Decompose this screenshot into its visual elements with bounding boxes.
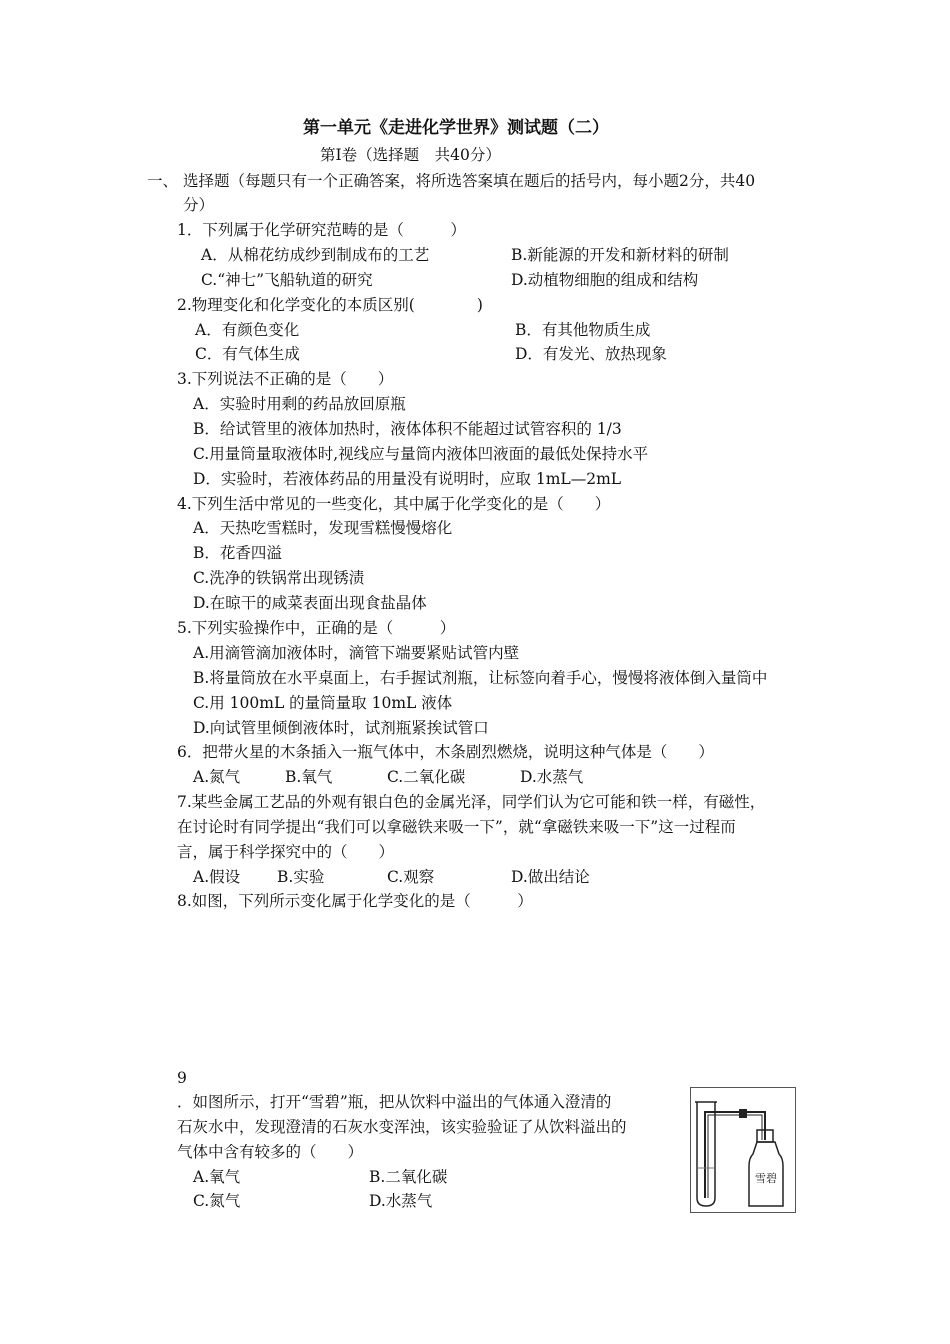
question-2-option-d: D．有发光、放热现象 [515, 345, 667, 363]
page-title: 第一单元《走进化学世界》测试题（二） [303, 118, 609, 138]
section-instruction: 选择题（每题只有一个正确答案，将所选答案填在题后的括号内，每小题2分，共40 [183, 172, 756, 190]
question-7-stem-line-3: 言，属于科学探究中的（ ） [177, 843, 395, 861]
question-5-stem: 5.下列实验操作中，正确的是（ ） [177, 619, 456, 637]
question-5-option-c: C.用 100mL 的量筒量取 10mL 液体 [193, 694, 453, 712]
question-1-option-a: A．从棉花纺成纱到制成布的工艺 [201, 246, 430, 264]
question-6-option-d: D.水蒸气 [520, 768, 584, 786]
question-5-option-b: B.将量筒放在水平桌面上，右手握试剂瓶，让标签向着手心，慢慢将液体倒入量筒中 [193, 669, 768, 687]
question-4-option-a: A．天热吃雪糕时，发现雪糕慢慢熔化 [193, 519, 453, 537]
question-7-option-c: C.观察 [387, 868, 435, 886]
question-4-stem: 4.下列生活中常见的一些变化，其中属于化学变化的是（ ） [177, 495, 611, 513]
question-7-stem-line-2: 在讨论时有同学提出“我们可以拿磁铁来吸一下”，就“拿磁铁来吸一下”这一过程而 [177, 818, 736, 836]
question-9-figure [690, 1087, 796, 1213]
question-6-option-c: C.二氧化碳 [387, 768, 466, 786]
section-number: 一、 [147, 172, 179, 190]
question-1-stem: 1．下列属于化学研究范畴的是（ ） [177, 221, 466, 239]
question-9-stem-line-3: 气体中含有较多的（ ） [177, 1143, 364, 1161]
question-6-option-a: A.氮气 [193, 768, 241, 786]
question-2-option-c: C．有气体生成 [195, 345, 300, 363]
question-5-option-a: A.用滴管滴加液体时，滴管下端要紧贴试管内壁 [193, 644, 520, 662]
question-1-option-b: B.新能源的开发和新材料的研制 [511, 246, 729, 264]
question-6-option-b: B.氧气 [285, 768, 333, 786]
question-9-option-a: A.氧气 [193, 1168, 241, 1186]
question-9-number: 9 [177, 1069, 187, 1087]
question-3-option-b: B．给试管里的液体加热时，液体体积不能超过试管容积的 1/3 [193, 420, 622, 438]
question-3-option-c: C.用量筒量取液体时,视线应与量筒内液体凹液面的最低处保持水平 [193, 445, 649, 463]
question-4-option-c: C.洗净的铁锅常出现锈渍 [193, 569, 365, 587]
rubber-tube-joint [739, 1109, 747, 1118]
apparatus-diagram [691, 1088, 795, 1212]
bottle-label: 雪碧 [755, 1172, 777, 1185]
question-9-stem-line-1: ．如图所示，打开“雪碧”瓶，把从饮料中溢出的气体通入澄清的 [177, 1093, 612, 1111]
question-2-option-a: A．有颜色变化 [195, 321, 300, 339]
question-8-stem: 8.如图，下列所示变化属于化学变化的是（ ） [177, 892, 533, 910]
question-9-stem-line-2: 石灰水中，发现澄清的石灰水变浑浊，该实验验证了从饮料溢出的 [177, 1118, 627, 1136]
question-3-stem: 3.下列说法不正确的是（ ） [177, 370, 394, 388]
section-instruction-cont: 分） [183, 196, 215, 214]
question-9-option-d: D.水蒸气 [369, 1192, 433, 1210]
question-4-option-d: D.在晾干的咸菜表面出现食盐晶体 [193, 594, 427, 612]
question-4-option-b: B．花香四溢 [193, 544, 282, 562]
question-2-stem: 2.物理变化和化学变化的本质区别( ) [177, 296, 483, 314]
question-9-option-c: C.氮气 [193, 1192, 241, 1210]
question-3-option-d: D．实验时，若液体药品的用量没有说明时，应取 1mL—2mL [193, 470, 622, 488]
question-9-option-b: B.二氧化碳 [369, 1168, 448, 1186]
question-1-option-d: D.动植物细胞的组成和结构 [511, 271, 699, 289]
question-1-option-c: C.“神七”飞船轨道的研究 [201, 271, 373, 289]
question-2-option-b: B．有其他物质生成 [515, 321, 651, 339]
question-7-option-a: A.假设 [193, 868, 241, 886]
question-7-option-d: D.做出结论 [511, 868, 590, 886]
question-5-option-d: D.向试管里倾倒液体时，试剂瓶紧挨试管口 [193, 719, 489, 737]
question-3-option-a: A．实验时用剩的药品放回原瓶 [193, 395, 406, 413]
question-7-option-b: B.实验 [277, 868, 325, 886]
page-subtitle: 第Ⅰ卷（选择题 共40分） [320, 146, 501, 164]
question-6-stem: 6．把带火星的木条插入一瓶气体中，木条剧烈燃烧，说明这种气体是（ ） [177, 743, 714, 761]
question-7-stem-line-1: 7.某些金属工艺品的外观有银白色的金属光泽，同学们认为它可能和铁一样，有磁性， [177, 793, 766, 811]
